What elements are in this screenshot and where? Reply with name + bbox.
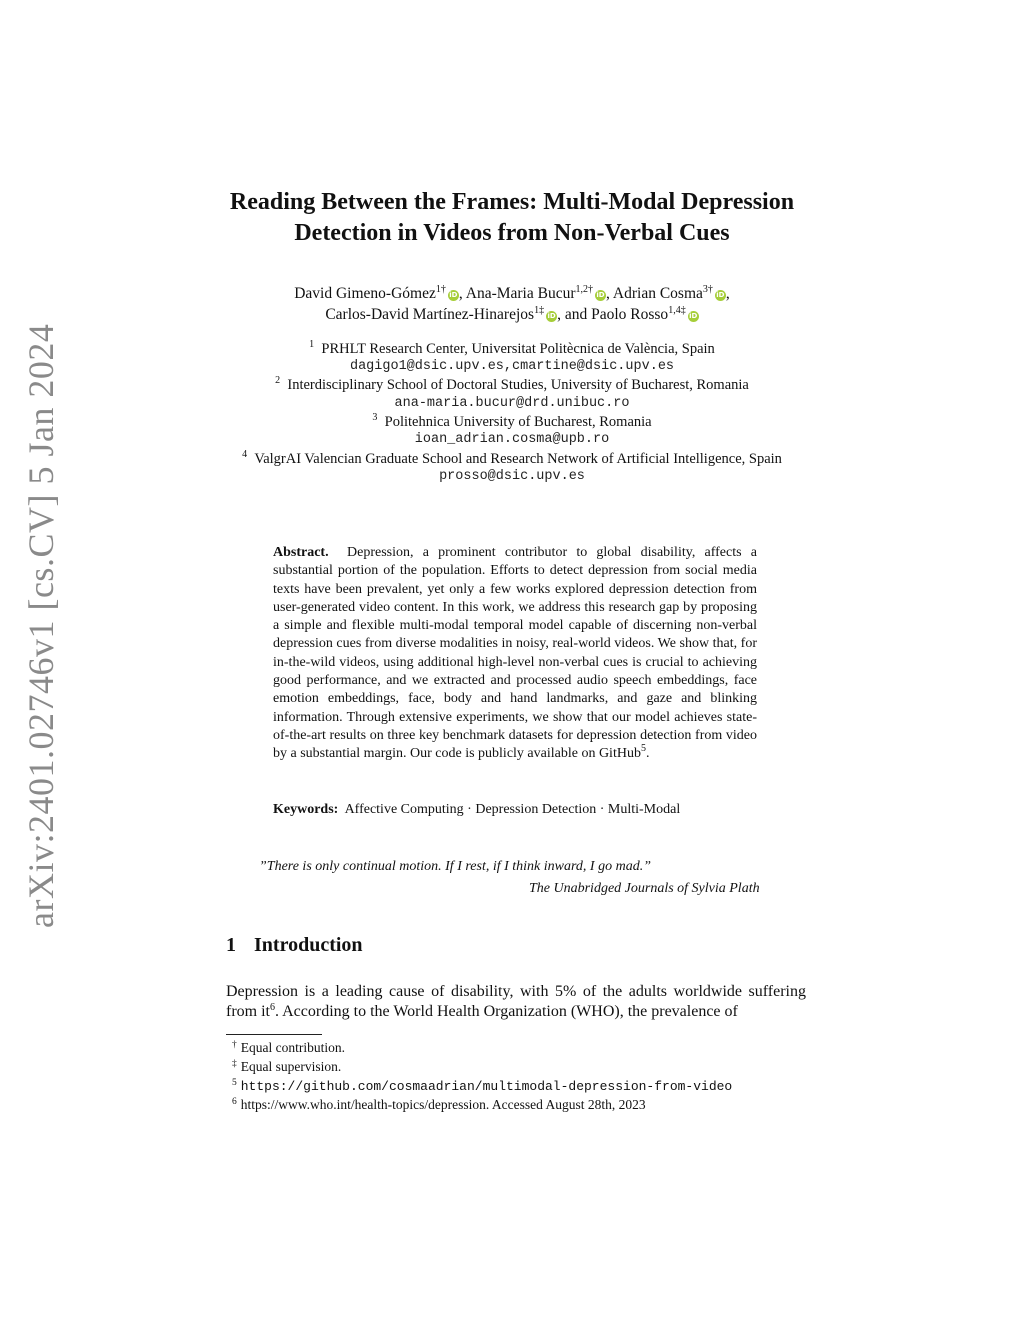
author-name: Paolo Rosso (591, 306, 669, 323)
title-line-2: Detection in Videos from Non-Verbal Cues (294, 220, 730, 246)
abstract-label: Abstract. (273, 545, 329, 560)
author-marks: 1‡ (534, 305, 545, 316)
affiliation-3: $^3$ Politehnica University of Bucharest, Romania (372, 412, 652, 430)
affiliation-2: $^2$ Interdisciplinary School of Doctoral Studies, University of Bucharest, Romania (275, 375, 749, 393)
author-line-1: David Gimeno-Gómez$^{1\dagger}$ iD, Ana-Maria Bucur$^{1,2\dagger}$ iD, Adrian Cosma$^{3\dagger}$ iD, (294, 284, 730, 302)
affiliation-1-email[interactable]: dagigo1@dsic.upv.es,cmartine@dsic.upv.es (349, 359, 675, 374)
author-marks: 1† (435, 284, 446, 295)
github-link[interactable]: https://github.com/cosmaadrian/multimodal-depression-from-video (240, 1079, 733, 1094)
arxiv-identifier-stamp: arXiv:2401.02746v1 [cs.CV] 5 Jan 2024 (21, 323, 61, 928)
section-heading (226, 934, 363, 957)
who-link[interactable]: https://www.who.int/health-topics/depression. Accessed August 28th, 2023 (240, 1097, 646, 1112)
author-marks: 1,4‡ (668, 305, 686, 316)
footnote-ref[interactable]: 5 (640, 743, 646, 755)
section-title: Introduction (254, 934, 363, 956)
affiliation-1: $^1$ PRHLT Research Center, Universitat Politècnica de València, Spain (309, 339, 715, 357)
author-line-2: Carlos-David Martínez-Hinarejos$^{1\ddagger}$ iD, and Paolo Rosso$^{1,4\ddagger}$ iD (325, 305, 698, 323)
footnote-ref[interactable]: 6 (270, 1002, 275, 1013)
author-marks: 3† (702, 284, 713, 295)
author-name: Carlos-David Martínez-Hinarejos (325, 306, 535, 323)
footnote-item: $^6$ https://www.who.int/health-topics/depression. Accessed August 28th, 2023 (232, 1097, 646, 1112)
keywords-text: Affective Computing · Depression Detection · Multi-Modal (344, 802, 681, 817)
keywords (273, 802, 680, 818)
abstract: Abstract. Depression, a prominent contributor to global disability, affects a substantial portion of the population. Efforts to detect depression from social media texts have been prevalent, yet only a few works explored depression detection from user-generated video content. In this work, we address this research gap by proposing a simple and flexible multi-modal temporal model capable of discerning non-verbal depression cues from diverse modalities in noisy, real-world videos. We show that, for in-the-wild videos, using additional high-level non-verbal cues is crucial to achieving good performance, and we extracted and processed audio speech embeddings, face emotion embeddings, face, body and hand landmarks, and gaze and blinking information. Through extensive experiments, we show that our model achieves state-of-the-art results on three key benchmark datasets for depression detection from video by a substantial margin. Our code is publicly available on GitHub$^5$. (273, 545, 757, 762)
orcid-icon[interactable]: iD (716, 291, 725, 299)
orcid-icon[interactable]: iD (547, 312, 556, 320)
orcid-icon[interactable]: iD (596, 291, 605, 299)
paper-title (0, 187, 1024, 249)
epigraph-quote: ”There is only continual motion. If I rest, if I think inward, I go mad.” (259, 859, 651, 874)
abstract-text: Depression, a prominent contributor to global disability, affects a substantial portion of the population. Efforts to detect depression from social media texts have been prevalent, yet only a few works explored depression detection from user-generated video content. In this work, we address this research gap by proposing a simple and flexible multi-modal temporal model capable of discerning non-verbal depression cues from diverse modalities in noisy, real-world videos. We show that, for in-the-wild videos, using additional high-level non-verbal cues is crucial to achieving good performance, and we extracted and processed audio speech embeddings, face emotion embeddings, face, body and hand landmarks, and gaze and blinking information. Through extensive experiments, we show that our model achieves state-of-the-art results on three key benchmark datasets for depression detection from video by a substantial margin. Our code is publicly available on GitHub (273, 545, 757, 762)
orcid-icon[interactable]: iD (449, 291, 458, 299)
footnote-item: † Equal contribution. (232, 1040, 345, 1055)
affiliation-4-email[interactable]: prosso@dsic.upv.es (439, 469, 585, 484)
footnote-item: $^5$ https://github.com/cosmaadrian/multimodal-depression-from-video (232, 1078, 733, 1094)
orcid-icon[interactable]: iD (689, 312, 698, 320)
affiliation-4: $^4$ ValgrAI Valencian Graduate School and Research Network of Artificial Intelligence, Spain (242, 449, 782, 467)
author-name: Ana-Maria Bucur (465, 285, 576, 302)
title-line-1: Reading Between the Frames: Multi-Modal Depression (229, 189, 795, 215)
footnote-divider (226, 1034, 322, 1035)
author-name: David Gimeno-Gómez (294, 285, 436, 302)
author-marks: 1,2† (575, 284, 593, 295)
affiliation-3-email[interactable]: ioan_adrian.cosma@upb.ro (414, 432, 610, 447)
intro-paragraph: Depression is a leading cause of disability, with 5% of the adults worldwide suffering from $it^6$. According to the World Health Organization (WHO), the prevalence of (226, 983, 806, 1020)
epigraph-source: The Unabridged Journals of Sylvia Plath (529, 881, 760, 896)
keywords-label: Keywords: (273, 802, 339, 817)
author-name: Adrian Cosma (612, 285, 703, 302)
footnote-item: ‡ Equal supervision. (232, 1059, 342, 1074)
section-number: 1 (226, 934, 236, 956)
affiliation-2-email[interactable]: ana-maria.bucur@drd.unibuc.ro (394, 396, 630, 411)
